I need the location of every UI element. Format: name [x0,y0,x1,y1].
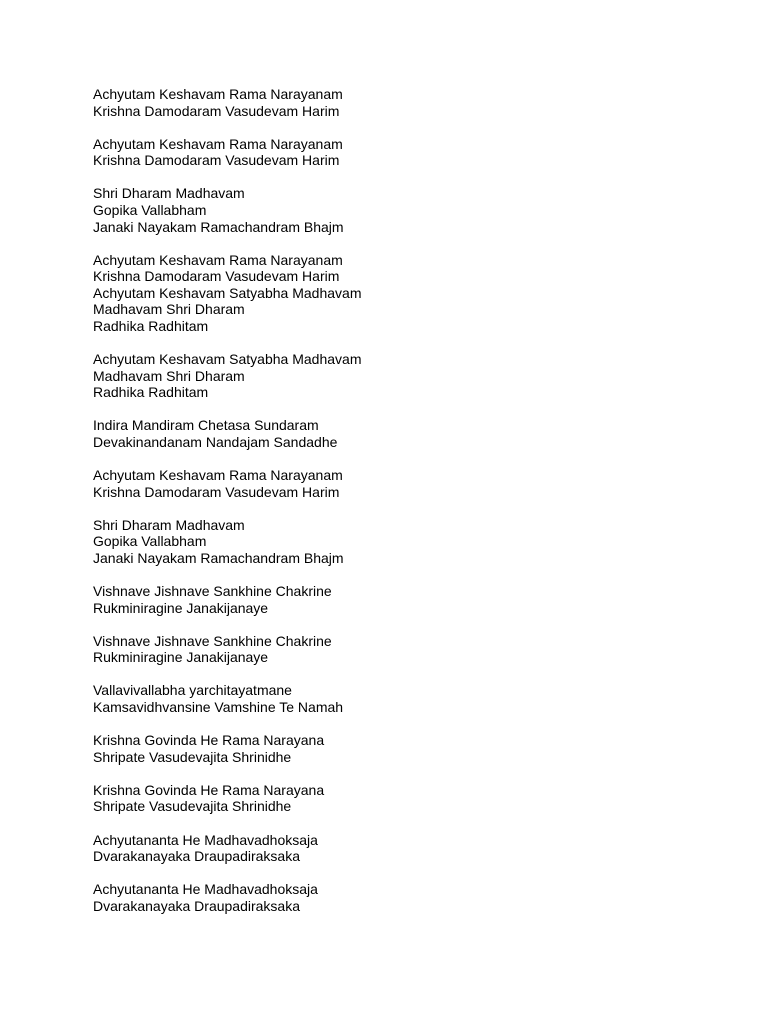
lyric-line: Vishnave Jishnave Sankhine Chakrine [93,632,332,649]
lyric-line: Achyutam Keshavam Rama Narayanam [93,251,343,268]
lyric-line: Gopika Vallabham [93,201,207,218]
lyric-line: Shripate Vasudevajita Shrinidhe [93,748,292,765]
stanza [93,782,693,815]
lyric-line: Achyutam Keshavam Rama Narayanam [93,467,343,484]
lyric-line: Kamsavidhvansine Vamshine Te Namah [93,699,344,716]
lyric-line: Shripate Vasudevajita Shrinidhe [93,798,292,815]
stanza [93,86,693,119]
lyrics-text [93,86,693,931]
lyric-line: Janaki Nayakam Ramachandram Bhajm [93,218,344,235]
stanza [93,633,693,666]
stanza [93,351,693,401]
lyric-line: Vallavivallabha yarchitayatmane [93,682,292,699]
lyric-line: Shri Dharam Madhavam [93,516,245,533]
lyric-line: Devakinandanam Nandajam Sandadhe [93,434,338,450]
lyric-line: Krishna Govinda He Rama Narayana [93,781,325,798]
stanza [93,832,693,865]
lyric-line: Vishnave Jishnave Sankhine Chakrine [93,583,332,600]
stanza [93,732,693,765]
stanza [93,252,693,335]
lyric-line: Madhavam Shri Dharam [93,367,245,384]
stanza [93,682,693,715]
lyric-line: Krishna Damodaram Vasudevam Harim [93,268,340,285]
stanza [93,185,693,235]
lyric-line: Radhika Radhitam [93,384,209,401]
lyric-line: Krishna Damodaram Vasudevam Harim [93,152,340,169]
lyric-line: Achyutananta He Madhavadhoksaja [93,881,318,898]
lyric-line: Krishna Damodaram Vasudevam Harim [93,483,340,500]
lyric-line: Radhika Radhitam [93,318,209,335]
lyric-line: Dvarakanayaka Draupadiraksaka [93,897,300,914]
lyric-line: Dvarakanayaka Draupadiraksaka [93,848,300,865]
lyric-line: Rukminiragine Janakijanaye [93,649,269,666]
lyric-line: Achyutam Keshavam Rama Narayanam [93,135,343,152]
lyric-line: Madhavam Shri Dharam [93,301,245,318]
stanza [93,583,693,616]
stanza [93,881,693,914]
lyric-line: Achyutam Keshavam Satyabha Madhavam [93,284,362,301]
lyric-line: Janaki Nayakam Ramachandram Bhajm [93,549,344,566]
lyric-line: Achyutananta He Madhavadhoksaja [93,831,318,848]
lyric-line: Rukminiragine Janakijanaye [93,599,269,616]
stanza [93,517,693,567]
stanza [93,467,693,500]
lyric-line: Krishna Damodaram Vasudevam Harim [93,102,340,119]
lyric-line: Achyutam Keshavam Rama Narayanam [93,86,343,102]
lyric-line: Gopika Vallabham [93,533,207,550]
stanza [93,417,693,450]
stanza [93,136,693,169]
lyric-line: Indira Mandiram Chetasa Sundaram [93,417,319,434]
lyric-line: Krishna Govinda He Rama Narayana [93,732,325,749]
lyric-line: Shri Dharam Madhavam [93,185,245,202]
lyric-line: Achyutam Keshavam Satyabha Madhavam [93,351,362,368]
